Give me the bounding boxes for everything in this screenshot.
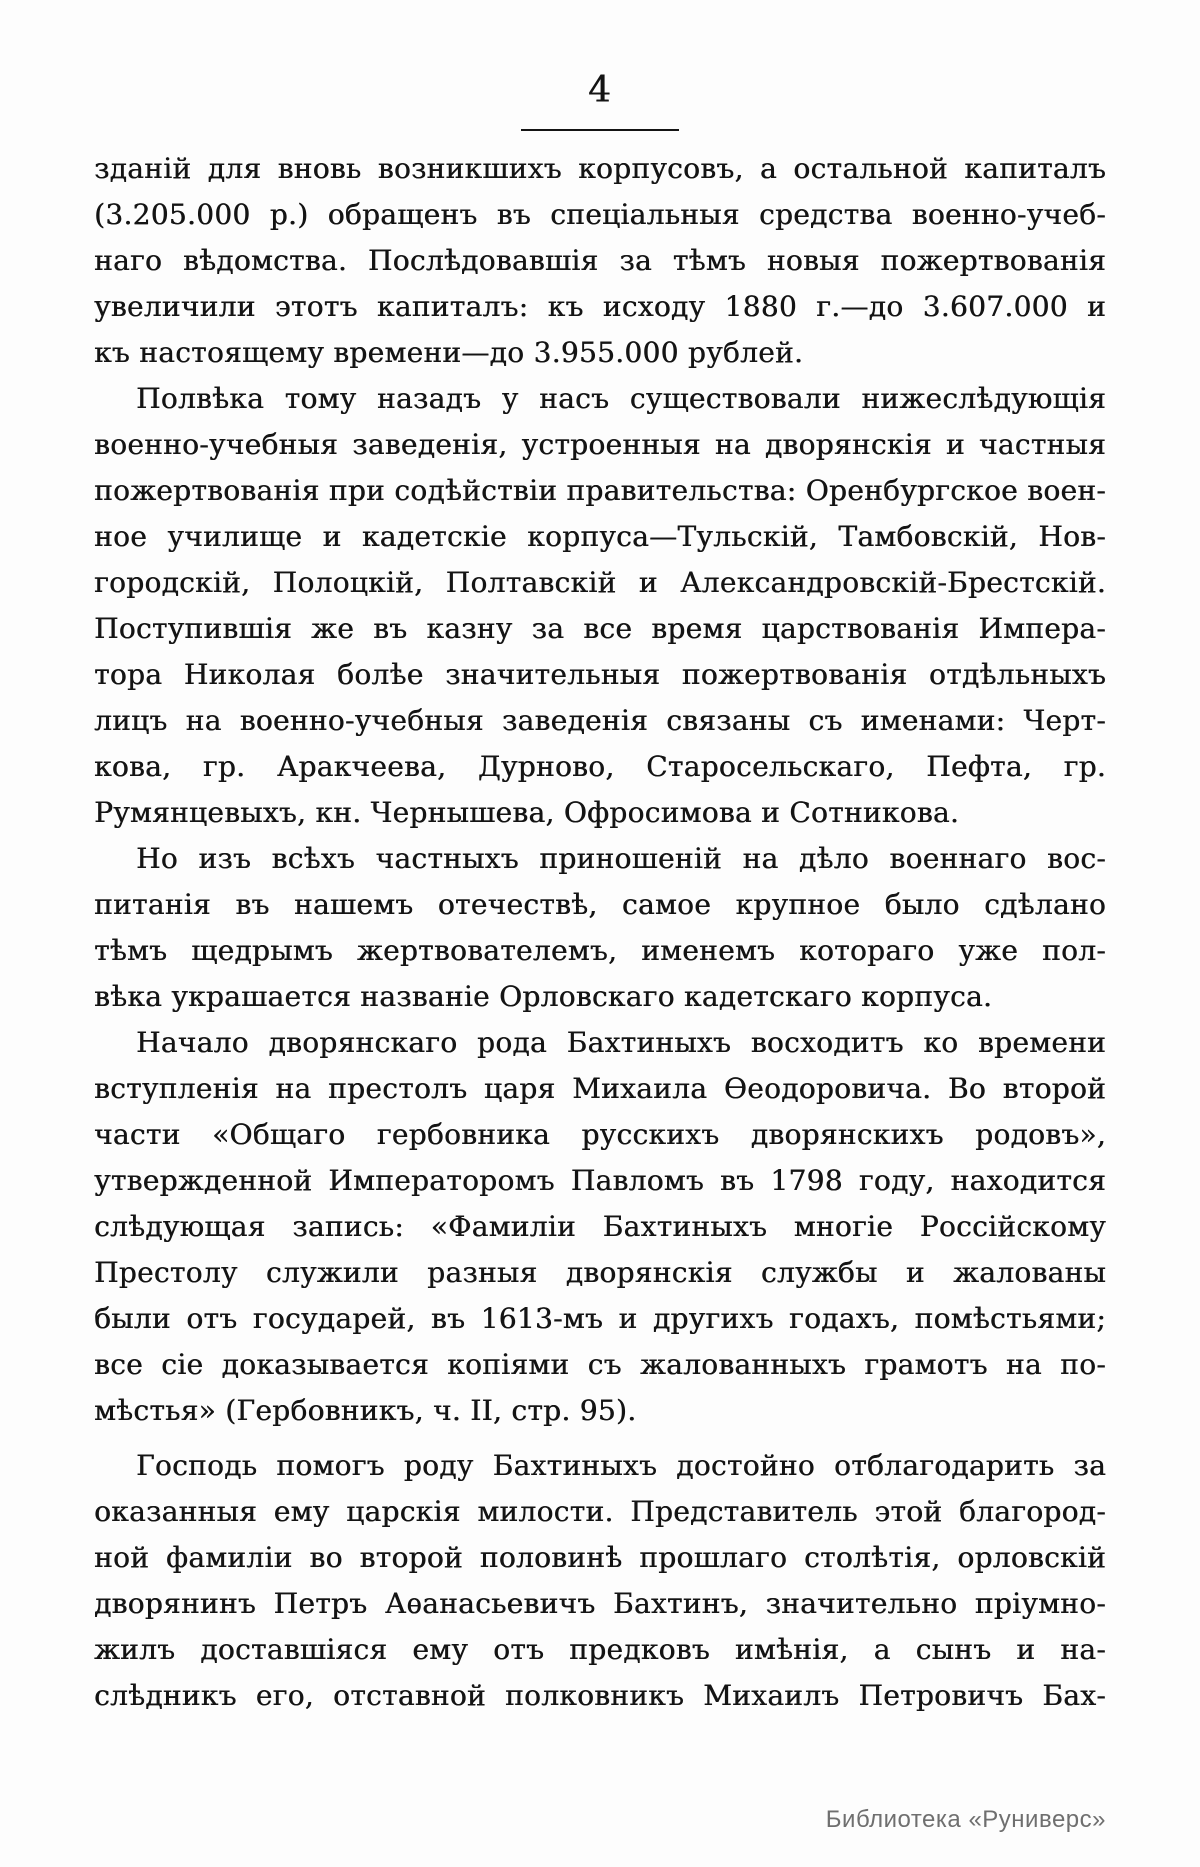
text-line: тѣмъ щедрымъ жертвователемъ, именемъ котораго уже пол-: [94, 934, 1106, 967]
page-text-block: [94, 146, 1106, 1719]
text-line: военно-учебныя заведенія, устроенныя на дворянскія и частныя: [94, 428, 1106, 461]
paragraph: [94, 1020, 1106, 1434]
text-line: увеличили этотъ капиталъ: къ исходу 1880 г.—до 3.607.000 и: [94, 290, 1106, 323]
text-line: утвержденной Императоромъ Павломъ въ 1798 году, находится: [94, 1164, 1106, 1197]
text-line: кова, гр. Аракчеева, Дурново, Старосельскаго, Пефта, гр.: [94, 750, 1106, 783]
text-line: (3.205.000 р.) обращенъ въ спеціальныя средства военно-учеб-: [94, 198, 1106, 231]
text-line: части «Общаго гербовника русскихъ дворянскихъ родовъ»,: [94, 1118, 1106, 1151]
text-line: зданій для вновь возникшихъ корпусовъ, а остальной капиталъ: [94, 152, 1106, 185]
text-line: ное училище и кадетскіе корпуса—Тульскій, Тамбовскій, Нов-: [94, 520, 1106, 553]
text-line: дворянинъ Петръ Аѳанасьевичъ Бахтинъ, значительно пріумно-: [94, 1587, 1106, 1620]
text-line: жилъ доставшіяся ему отъ предковъ имѣнія, а сынъ и на-: [94, 1633, 1106, 1666]
text-line: ной фамиліи во второй половинѣ прошлаго столѣтія, орловскій: [94, 1541, 1106, 1574]
text-line: Престолу служили разныя дворянскія службы и жалованы: [94, 1256, 1106, 1289]
page-number: 4: [588, 70, 612, 111]
library-watermark: Библиотека «Руниверс»: [825, 1806, 1106, 1833]
text-line: Господь помогъ роду Бахтиныхъ достойно отблагодарить за: [136, 1449, 1106, 1482]
text-line: были отъ государей, въ 1613-мъ и другихъ годахъ, помѣстьями;: [94, 1302, 1106, 1335]
text-line: наго вѣдомства. Послѣдовавшія за тѣмъ новыя пожертвованія: [94, 244, 1106, 277]
text-line: лицъ на военно-учебныя заведенія связаны съ именами: Черт-: [94, 704, 1106, 737]
text-line: городскій, Полоцкій, Полтавскій и Александровскій-Брестскій.: [94, 566, 1106, 599]
text-line: питанія въ нашемъ отечествѣ, самое крупное было сдѣлано: [94, 888, 1106, 921]
text-line: вступленія на престолъ царя Михаила Ѳеодоровича. Во второй: [94, 1072, 1106, 1105]
paragraph: [94, 836, 1106, 1020]
text-line: Поступившія же въ казну за все время царствованія Импера-: [94, 612, 1106, 645]
text-line: мѣстья» (Гербовникъ, ч. II, стр. 95).: [94, 1394, 637, 1427]
text-line: тора Николая болѣе значительныя пожертвованія отдѣльныхъ: [94, 658, 1106, 691]
text-line: оказанныя ему царскія милости. Представитель этой благород-: [94, 1495, 1106, 1528]
text-line: Начало дворянскаго рода Бахтиныхъ восходитъ ко времени: [136, 1026, 1106, 1059]
paragraph: [94, 146, 1106, 376]
text-line: слѣдующая запись: «Фамиліи Бахтиныхъ многіе Россійскому: [94, 1210, 1106, 1243]
text-line: все сіе доказывается копіями съ жалованныхъ грамотъ на по-: [94, 1348, 1106, 1381]
paragraph: [94, 1443, 1106, 1719]
paragraph: [94, 376, 1106, 836]
text-line: вѣка украшается названіе Орловскаго кадетскаго корпуса.: [94, 980, 993, 1013]
text-line: Полвѣка тому назадъ у насъ существовали нижеслѣдующія: [136, 382, 1106, 415]
text-line: пожертвованія при содѣйствіи правительства: Оренбургское воен-: [94, 474, 1106, 507]
text-line: слѣдникъ его, отставной полковникъ Михаилъ Петровичъ Бах-: [94, 1679, 1106, 1712]
text-line: Но изъ всѣхъ частныхъ приношеній на дѣло военнаго вос-: [136, 842, 1106, 875]
text-line: къ настоящему времени—до 3.955.000 рублей.: [94, 336, 804, 369]
text-line: Румянцевыхъ, кн. Чернышева, Офросимова и Сотникова.: [94, 796, 960, 829]
header-rule: [521, 129, 679, 131]
